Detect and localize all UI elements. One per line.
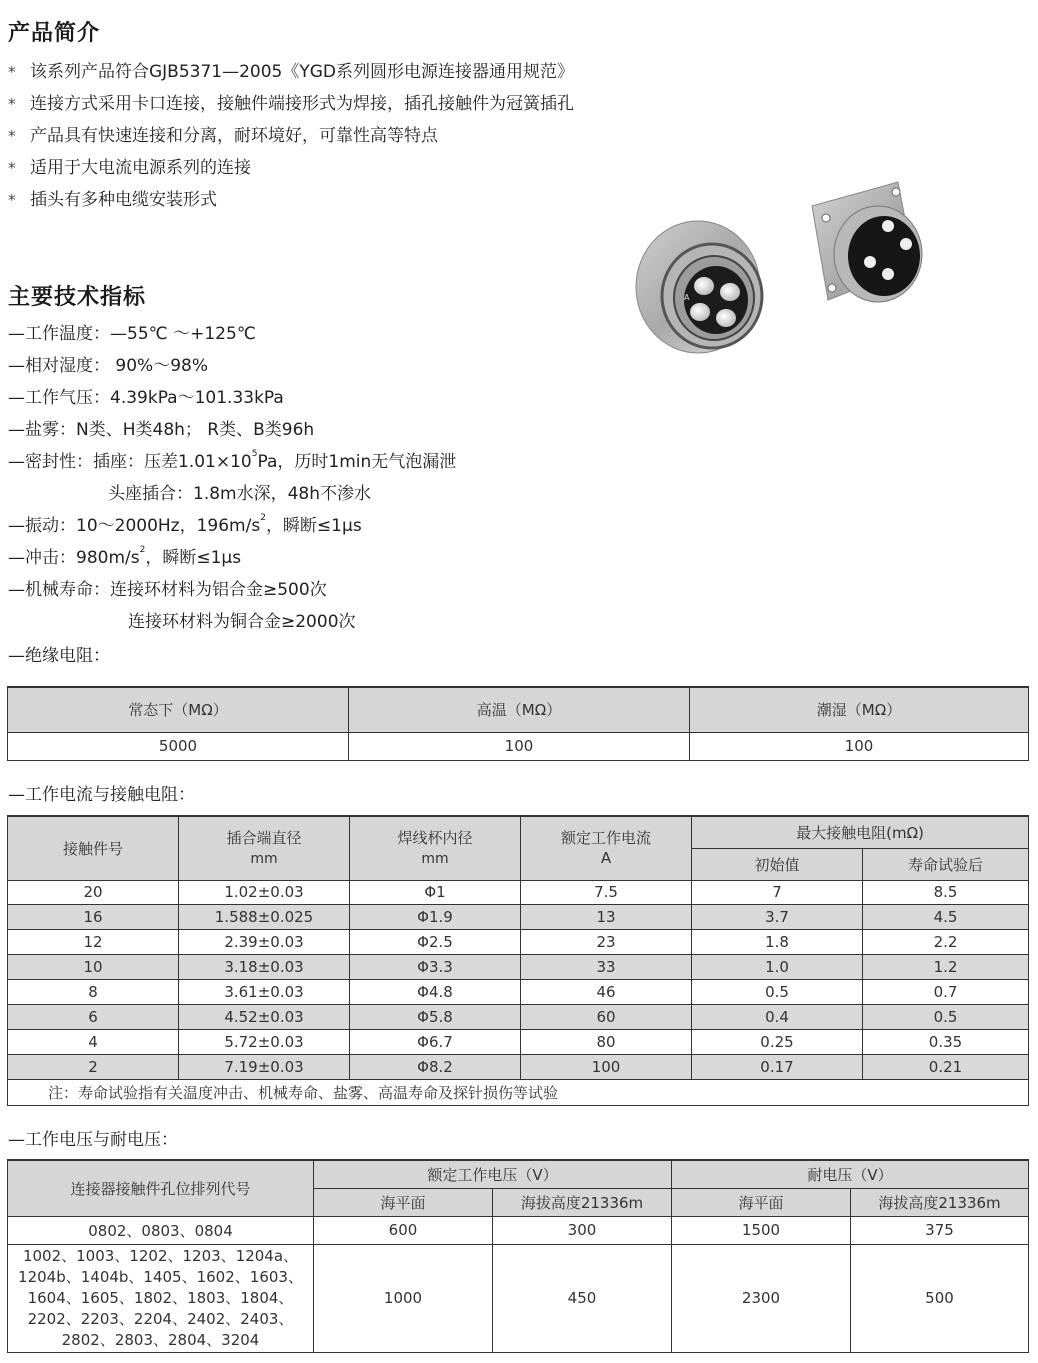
insulation-resistance-table [7, 686, 1029, 761]
circular-plug-photo [628, 212, 778, 362]
asterisk-icon: * [8, 191, 16, 209]
header-rated-current: 额定工作电流 A [521, 816, 692, 880]
spec-sealing-receptacle: —密封性：插座：压差$1.01\times 10^5Pa$，历时1min无气泡漏泄 [8, 449, 457, 472]
spec-mechanical-life-copper: 连接环材料为铜合金≥2000次 [128, 612, 356, 632]
header-max-contact-resistance: 最大接触电阻(mΩ) [692, 816, 1029, 848]
table-header-row [8, 687, 1029, 732]
header-mating-diameter: 插合端直径 mm [179, 816, 350, 880]
spec-salt-spray: —盐雾：N类、H类48h； R类、B类96h [8, 420, 315, 440]
table-note: 注：寿命试验指有关温度冲击、机械寿命、盐雾、高温寿命及探针损伤等试验 [8, 1079, 1029, 1105]
header-after-life-test: 寿命试验后 [863, 848, 1029, 880]
current-section-title: —工作电流与接触电阻： [8, 785, 195, 805]
arrangement-codes: 0802、0803、0804 [8, 1216, 314, 1244]
table-row: 4 5.72±0.03 Φ6.7 80 0.25 0.35 [8, 1029, 1029, 1054]
spec-vibration: —振动：10～2000Hz，$196m/s^2$，瞬断≤1μs [8, 513, 362, 536]
table-row: 12 2.39±0.03 Φ2.5 23 1.8 2.2 [8, 929, 1029, 954]
value-normal: 5000 [8, 732, 349, 760]
header-contact-no: 接触件号 [8, 816, 179, 880]
intro-title: 产品简介 [8, 21, 101, 46]
asterisk-icon: * [8, 63, 16, 81]
voltage-section-title: —工作电压与耐电压： [8, 1130, 178, 1150]
specs-title: 主要技术指标 [8, 285, 147, 310]
header-withstand-altitude: 海拔高度21336m [851, 1188, 1029, 1216]
header-initial: 初始值 [692, 848, 863, 880]
header-rated-voltage: 额定工作电压（V） [314, 1160, 672, 1188]
intro-bullet: * 该系列产品符合GJB5371—2005《YGD系列圆形电源连接器通用规范》 [8, 56, 574, 88]
intro-bullet: * 连接方式采用卡口连接，接触件端接形式为焊接，插孔接触件为冠簧插孔 [8, 88, 574, 120]
table-row: 8 3.61±0.03 Φ4.8 46 0.5 0.7 [8, 979, 1029, 1004]
table-row: 2 7.19±0.03 Φ8.2 100 0.17 0.21 [8, 1054, 1029, 1079]
value-humidity: 100 [690, 732, 1029, 760]
intro-bullet: * 产品具有快速连接和分离，耐环境好，可靠性高等特点 [8, 120, 574, 152]
table-header-row [8, 816, 1029, 848]
intro-bullet: * 适用于大电流电源系列的连接 [8, 152, 574, 184]
table-row: 10 3.18±0.03 Φ3.3 33 1.0 1.2 [8, 954, 1029, 979]
spec-sealing-mated: 头座插合：1.8m水深，48h不渗水 [108, 484, 372, 504]
arrangement-codes: 1002、1003、1202、1203、1204a、 1204b、1404b、1405、1602、1603、 1604、1605、1802、1803、1804、 2202、2203、2204、2402、2403、 2802、2803、2804、3204 [8, 1244, 314, 1352]
intro-bullet: * 插头有多种电缆安装形式 [8, 184, 574, 216]
table-row: 0802、0803、0804 600 300 1500 375 [8, 1216, 1029, 1244]
spec-insulation-resistance: —绝缘电阻： [8, 646, 110, 666]
asterisk-icon: * [8, 159, 16, 177]
spec-shock: —冲击：$980m/s^2$，瞬断≤1μs [8, 545, 242, 568]
header-rated-altitude: 海拔高度21336m [493, 1188, 672, 1216]
table-note-row [8, 1079, 1029, 1105]
asterisk-icon: * [8, 127, 16, 145]
header-normal: 常态下（MΩ） [8, 687, 349, 732]
value-high-temp: 100 [349, 732, 690, 760]
header-withstand-voltage: 耐电压（V） [672, 1160, 1029, 1188]
asterisk-icon: * [8, 95, 16, 113]
intro-bullet-list [8, 56, 574, 216]
voltage-table [7, 1159, 1029, 1353]
table-row: 16 1.588±0.025 Φ1.9 13 3.7 4.5 [8, 904, 1029, 929]
table-header-row [8, 1160, 1029, 1188]
spec-operating-pressure: —工作气压：4.39kPa～101.33kPa [8, 388, 284, 408]
spec-operating-temperature: —工作温度：—55℃ ～+125℃ [8, 324, 256, 344]
current-resistance-table [7, 815, 1029, 1106]
table-row: 6 4.52±0.03 Φ5.8 60 0.4 0.5 [8, 1004, 1029, 1029]
spec-mechanical-life-aluminum: —机械寿命：连接环材料为铝合金≥500次 [8, 580, 327, 600]
spec-relative-humidity: —相对湿度： 90%～98% [8, 356, 208, 376]
header-contact-arrangement-code: 连接器接触件孔位排列代号 [8, 1160, 314, 1216]
header-rated-sea-level: 海平面 [314, 1188, 493, 1216]
header-high-temp: 高温（MΩ） [349, 687, 690, 732]
table-row: 1002、1003、1202、1203、1204a、 1204b、1404b、1405、1602、1603、 1604、1605、1802、1803、1804、 2202、2203、2204、2402、2403、 2802、2803、2804、3204 1000 450 2300 500 [8, 1244, 1029, 1352]
square-flange-receptacle-photo [798, 176, 930, 308]
header-humidity: 潮湿（MΩ） [690, 687, 1029, 732]
table-row [8, 732, 1029, 760]
header-withstand-sea-level: 海平面 [672, 1188, 851, 1216]
table-row: 20 1.02±0.03 Φ1 7.5 7 8.5 [8, 880, 1029, 904]
svg-text:A: A [684, 293, 690, 302]
header-cup-diameter: 焊线杯内径 mm [350, 816, 521, 880]
